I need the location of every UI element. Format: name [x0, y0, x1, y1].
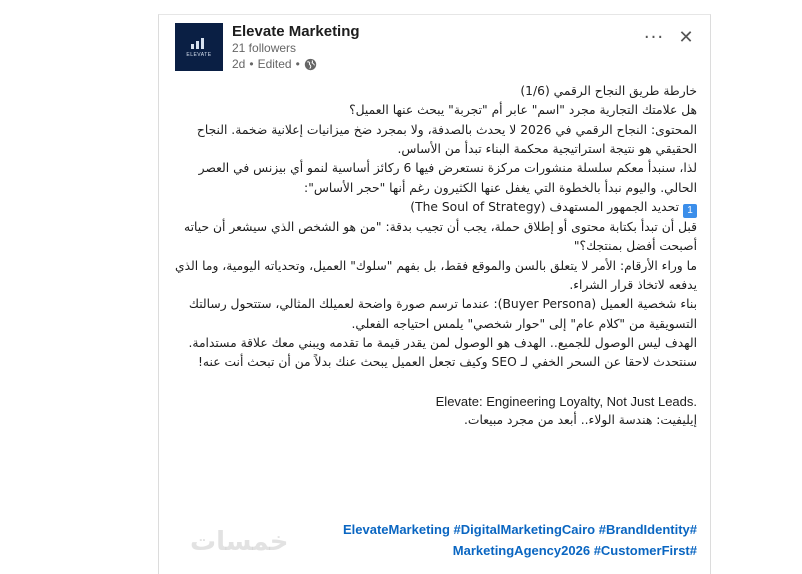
hashtags: [167, 519, 697, 561]
post-line-slogan-en: Elevate: Engineering Loyalty, Not Just Leads.: [435, 393, 697, 409]
hashtag-customerfirst[interactable]: #CustomerFirst: [593, 543, 690, 558]
company-logo[interactable]: [175, 23, 223, 71]
post-line-slogan-ar: إيليفيت: هندسة الولاء.. أبعد من مجرد مبيعات.: [463, 413, 697, 428]
meta-separator-2: •: [295, 57, 300, 71]
meta-separator: •: [249, 57, 254, 71]
number-one-icon: 1: [683, 204, 697, 218]
post-card: [158, 14, 711, 574]
post-line-buyer-persona: بناء شخصية العميل (Buyer Persona): عندما ترسم صورة واضحة لعميلك المثالي، ستتحول رسالتك التسويقية من "كلام عام" إلى "حوار شخصي" يلمس احتياجه الفعلي.: [188, 297, 697, 331]
post-line-content: المحتوى: النجاح الرقمي في 2026 لا يحدث بالصدفة، ولا بمجرد ضخ ميزانيات إعلانية ضخمة. النجاح الحقيقي هو نتيجة استراتيجية محكمة البناء تبدأ من الأساس.: [196, 122, 697, 157]
post-line-series-intro: لذا، سنبدأ معكم سلسلة منشورات مركزة نستعرض فيها 6 ركائز أساسية لنمو أي بيزنس في العصر الحالي. واليوم نبدأ بالخطوة التي يغفل عنها الكثيرون رغم أنها "حجر الأساس":: [198, 161, 697, 195]
section-heading-text: تحديد الجمهور المستهدف (The Soul of Strategy): [410, 200, 679, 215]
follower-count: 21 followers: [232, 41, 297, 55]
logo-text: ELEVATE: [186, 52, 212, 58]
globe-icon: [304, 58, 317, 71]
watermark: خمسات: [190, 527, 289, 557]
hashtag-digitalmarketingcairo[interactable]: #DigitalMarketingCairo: [453, 522, 596, 537]
hashtag-marketingagency2026[interactable]: MarketingAgency2026: [452, 543, 591, 558]
post-line-section-heading: [167, 198, 697, 218]
hashtag-trailing-hash-2[interactable]: #: [689, 543, 697, 558]
close-button[interactable]: ✕: [678, 26, 694, 48]
post-line-beyond-numbers: ما وراء الأرقام: الأمر لا يتعلق بالسن والموقع فقط، بل بفهم "سلوك" العميل، وتحدياته اليومية، وما الذي يدفعه لاتخاذ قرار الشراء.: [174, 258, 697, 293]
blank-line: [167, 373, 697, 392]
post-line-question: هل علامتك التجارية مجرد "اسم" عابر أم "تجربة" يبحث عنها العميل؟: [349, 103, 697, 118]
hashtag-trailing-hash[interactable]: #: [689, 522, 697, 537]
post-text: [167, 82, 697, 431]
company-name[interactable]: Elevate Marketing: [232, 23, 360, 40]
edited-label: Edited: [257, 57, 292, 71]
hashtag-elevatemarketing[interactable]: ElevateMarketing: [342, 522, 450, 537]
hashtag-brandidentity[interactable]: #BrandIdentity: [598, 522, 690, 537]
post-line-seo-teaser: سنتحدث لاحقا عن السحر الخفي لـ SEO وكيف تجعل العميل يبحث عنك بدلاً من أن تبحث أنت عنه!: [197, 355, 697, 370]
post-time: 2d: [232, 57, 246, 71]
post-line-goal: الهدف ليس الوصول للجميع.. الهدف هو الوصول لمن يقدر قيمة ما تقدمه ويبني معك علاقة مستدامة.: [188, 336, 697, 351]
hashtag-line-2: [167, 540, 697, 561]
more-options-button[interactable]: ···: [643, 26, 665, 48]
post-meta: [232, 57, 317, 71]
elevate-logo-mark-icon: [190, 36, 208, 50]
hashtag-line-1: [167, 519, 697, 540]
post-line-key-question: قبل أن تبدأ بكتابة محتوى أو إطلاق حملة، يجب أن تجيب بدقة: "من هو الشخص الذي سيشعر أن حياته أصبحت أفضل بمنتجك؟": [184, 220, 697, 254]
post-line-title: خارطة طريق النجاح الرقمي (1/6): [520, 84, 697, 98]
